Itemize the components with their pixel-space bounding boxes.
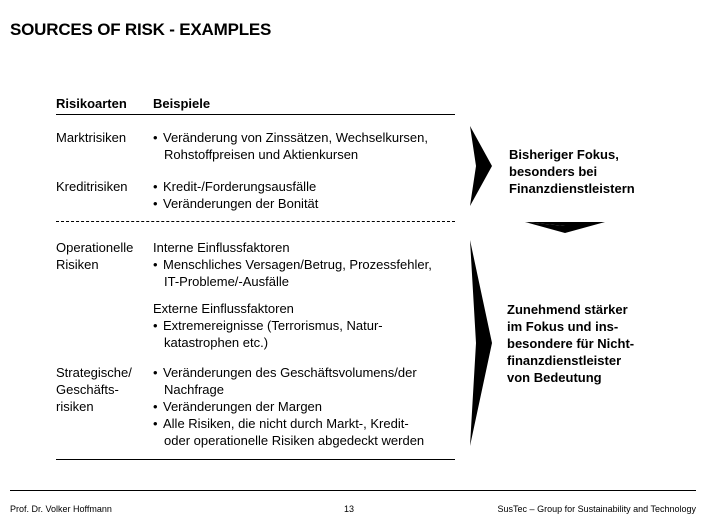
- chevron-down-icon: [525, 222, 605, 234]
- footer-organization: SusTec – Group for Sustainability and Technology: [497, 504, 696, 514]
- example-subheading: Externe Einflussfaktoren: [153, 301, 294, 316]
- risk-type-strategic: [56, 364, 132, 415]
- risk-type-label: Operationelle: [56, 240, 134, 255]
- focus-line: Finanzdienstleistern: [509, 181, 635, 196]
- bullet-icon: •: [153, 179, 158, 194]
- focus-line: besonders bei: [509, 164, 598, 179]
- focus-line: Bisheriger Fokus,: [509, 147, 619, 162]
- example-line: IT-Probleme/-Ausfälle: [164, 274, 289, 289]
- focus-note-current: [509, 146, 635, 197]
- example-line: Rohstoffpreisen und Aktienkursen: [164, 147, 359, 162]
- bullet-icon: •: [153, 399, 158, 414]
- chevron-right-icon: [470, 240, 494, 446]
- risk-type-market: [56, 129, 126, 146]
- example-line: • Kredit-/Forderungsausfälle: [153, 179, 317, 194]
- risk-type-label: Strategische/: [56, 365, 132, 380]
- footer-author: Prof. Dr. Volker Hoffmann: [10, 504, 112, 514]
- example-line: oder operationelle Risiken abgedeckt werden: [164, 433, 425, 448]
- footer-divider: [10, 490, 696, 491]
- risk-type-label: Kreditrisiken: [56, 179, 128, 194]
- examples-market: [153, 129, 428, 163]
- examples-operational-external: [153, 300, 383, 351]
- focus-line: finanzdienstleister: [507, 353, 622, 368]
- example-line: • Alle Risiken, die nicht durch Markt-, Kredit-: [153, 416, 409, 431]
- column-header-examples: Beispiele: [153, 96, 211, 111]
- bullet-icon: •: [153, 416, 158, 431]
- header-divider: [56, 114, 455, 115]
- focus-note-increasing: [507, 301, 634, 386]
- example-line: • Veränderung von Zinssätzen, Wechselkursen,: [153, 130, 428, 145]
- risk-type-label: Geschäfts-: [56, 382, 119, 397]
- example-line: • Veränderungen des Geschäftsvolumens/der: [153, 365, 417, 380]
- focus-line: besondere für Nicht-: [507, 336, 635, 351]
- risk-type-label: Risiken: [56, 257, 99, 272]
- example-line: Nachfrage: [164, 382, 224, 397]
- footer-page-number: 13: [344, 504, 355, 514]
- chevron-right-icon: [470, 126, 494, 206]
- examples-operational-internal: [153, 239, 432, 290]
- example-line: • Veränderungen der Bonität: [153, 196, 319, 211]
- example-line: katastrophen etc.): [164, 335, 269, 350]
- bullet-icon: •: [153, 365, 158, 380]
- focus-line: von Bedeutung: [507, 370, 602, 385]
- risk-type-label: Marktrisiken: [56, 130, 127, 145]
- section-separator-dashed: [56, 221, 455, 222]
- page-title: SOURCES OF RISK - EXAMPLES: [10, 20, 272, 39]
- examples-strategic: [153, 364, 424, 449]
- example-line: • Extremereignisse (Terrorismus, Natur-: [153, 318, 383, 333]
- risk-type-credit: [56, 178, 128, 195]
- column-header-risk-types: Risikoarten: [56, 96, 127, 111]
- bullet-icon: •: [153, 318, 158, 333]
- examples-credit: [153, 178, 318, 212]
- risk-type-label: risiken: [56, 399, 94, 414]
- bullet-icon: •: [153, 257, 158, 272]
- example-line: • Menschliches Versagen/Betrug, Prozessfehler,: [153, 257, 432, 272]
- table-bottom-divider: [56, 459, 455, 460]
- risk-type-operational: [56, 239, 133, 273]
- bullet-icon: •: [153, 130, 158, 145]
- example-line: • Veränderungen der Margen: [153, 399, 323, 414]
- focus-line: Zunehmend stärker: [507, 302, 628, 317]
- example-subheading: Interne Einflussfaktoren: [153, 240, 290, 255]
- focus-line: im Fokus und ins-: [507, 319, 619, 334]
- bullet-icon: •: [153, 196, 158, 211]
